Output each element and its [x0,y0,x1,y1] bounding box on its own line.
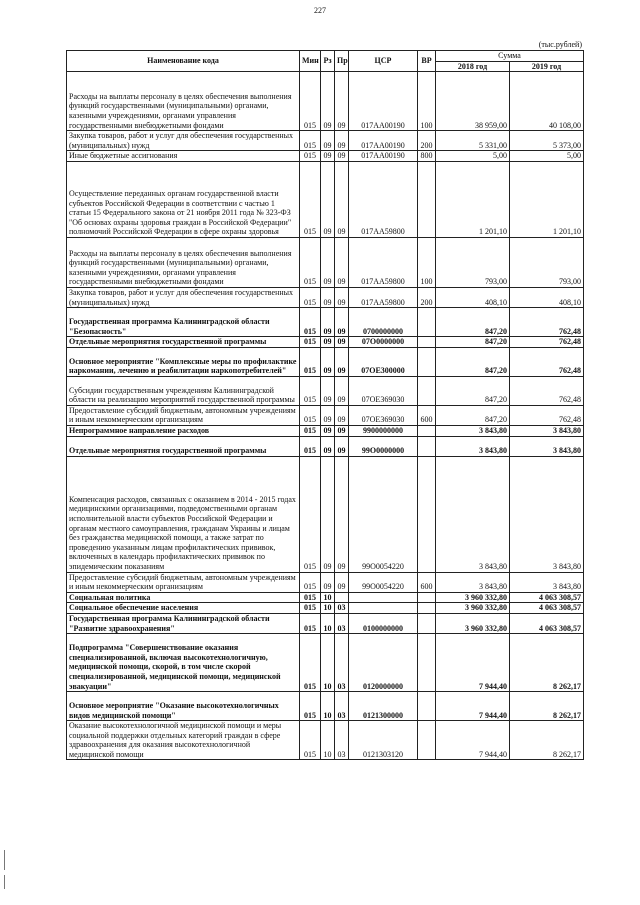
cell-min: 015 [300,308,321,337]
cell-2018: 3 843,80 [436,436,510,456]
cell-min: 015 [300,613,321,633]
table-row [67,161,584,237]
cell-2018: 847,20 [436,347,510,376]
cell-2018: 7 944,40 [436,634,510,692]
cell-2019: 762,48 [510,376,584,405]
cell-rz: 09 [321,161,335,237]
cell-vr [418,425,436,436]
cell-vr: 100 [418,72,436,131]
cell-csr: 9900000000 [349,425,418,436]
cell-rz: 09 [321,572,335,592]
cell-min: 015 [300,151,321,162]
cell-pr: 09 [335,347,349,376]
col-header-csr: ЦСР [349,51,418,72]
cell-name: Закупка товаров, работ и услуг для обеспечения государственных (муниципальных) нужд [67,131,300,151]
cell-name: Основное мероприятие "Оказание высокотехнологичных видов медицинской помощи" [67,692,300,721]
cell-2019: 793,00 [510,237,584,287]
cell-vr: 800 [418,151,436,162]
cell-name: Отдельные мероприятия государственной программы [67,436,300,456]
cell-2018: 847,20 [436,337,510,348]
table-row [67,376,584,405]
cell-vr [418,603,436,614]
cell-name: Государственная программа Калининградской области "Безопасность" [67,308,300,337]
cell-csr: 99О0000000 [349,436,418,456]
cell-2018: 847,20 [436,405,510,425]
col-header-pr: Пр [335,51,349,72]
cell-rz: 09 [321,436,335,456]
cell-pr: 09 [335,425,349,436]
table-row [67,572,584,592]
cell-min: 015 [300,376,321,405]
cell-csr: 0121303120 [349,721,418,760]
cell-rz: 10 [321,613,335,633]
cell-rz: 09 [321,287,335,307]
cell-name: Иные бюджетные ассигнования [67,151,300,162]
table-row [67,308,584,337]
cell-min: 015 [300,572,321,592]
cell-csr: 0121300000 [349,692,418,721]
cell-min: 015 [300,237,321,287]
cell-vr [418,456,436,572]
col-header-sum: Сумма [436,51,584,62]
cell-2018: 7 944,40 [436,692,510,721]
cell-csr: 07ОЕ369030 [349,376,418,405]
cell-2018: 5 331,00 [436,131,510,151]
cell-pr: 09 [335,287,349,307]
cell-vr [418,692,436,721]
cell-vr [418,613,436,633]
cell-min: 015 [300,72,321,131]
col-header-2019: 2019 год [510,61,584,72]
cell-vr [418,308,436,337]
cell-csr: 99О0054220 [349,456,418,572]
cell-vr: 600 [418,405,436,425]
cell-pr: 09 [335,308,349,337]
table-row [67,151,584,162]
cell-min: 015 [300,436,321,456]
cell-pr: 03 [335,721,349,760]
cell-name: Субсидии государственным учреждениям Калининградской области на реализацию мероприятий государственной программы [67,376,300,405]
cell-csr: 07О0000000 [349,337,418,348]
cell-name: Расходы на выплаты персоналу в целях обеспечения выполнения функций государственными (муниципальными) органами, казенными учреждениями, органами управления государственными внебюджетными фондами [67,72,300,131]
cell-pr: 03 [335,692,349,721]
table-row [67,436,584,456]
cell-2019: 1 201,10 [510,161,584,237]
cell-csr [349,603,418,614]
cell-name: Отдельные мероприятия государственной программы [67,337,300,348]
cell-min: 015 [300,161,321,237]
cell-csr: 017АА59800 [349,287,418,307]
cell-2019: 8 262,17 [510,634,584,692]
cell-vr [418,376,436,405]
cell-pr: 09 [335,337,349,348]
cell-vr [418,436,436,456]
cell-rz: 09 [321,131,335,151]
cell-min: 015 [300,287,321,307]
header-row-top [67,51,584,62]
cell-2019: 3 843,80 [510,456,584,572]
cell-rz: 10 [321,603,335,614]
cell-name: Расходы на выплаты персоналу в целях обеспечения выполнения функций государственными (муниципальными) органами, казенными учреждениями, органами управления государственными внебюджетными фондами [67,237,300,287]
cell-rz: 10 [321,721,335,760]
cell-vr [418,634,436,692]
cell-csr: 99О0054220 [349,572,418,592]
cell-csr: 017АА59800 [349,237,418,287]
cell-2019: 3 843,80 [510,572,584,592]
table-row [67,237,584,287]
table-row [67,405,584,425]
cell-name: Предоставление субсидий бюджетным, автономным учреждениям и иным некоммерческим организациям [67,572,300,592]
cell-pr: 09 [335,72,349,131]
cell-vr [418,161,436,237]
cell-min: 015 [300,405,321,425]
cell-vr: 100 [418,237,436,287]
cell-rz: 09 [321,308,335,337]
cell-2019: 3 843,80 [510,436,584,456]
table-row [67,613,584,633]
col-header-2018: 2018 год [436,61,510,72]
cell-2019: 762,48 [510,405,584,425]
cell-pr: 09 [335,572,349,592]
table-row [67,456,584,572]
cell-min: 015 [300,131,321,151]
cell-2018: 1 201,10 [436,161,510,237]
col-header-name: Наименование кода [67,51,300,72]
units-label: (тыс.рублей) [538,40,582,49]
cell-rz: 10 [321,634,335,692]
cell-csr [349,592,418,603]
cell-2018: 3 960 332,80 [436,613,510,633]
cell-name: Осуществление переданных органам государственной власти субъектов Российской Федерации в соответствии с частью 1 статьи 15 Федерального закона от 21 ноября 2011 года № 323-ФЗ "Об основах охраны здоровья граждан в Российской Федерации" полномочий Российской Федерации в сфере охраны здоровья [67,161,300,237]
cell-2019: 4 063 308,57 [510,603,584,614]
cell-rz: 09 [321,456,335,572]
cell-2019: 4 063 308,57 [510,613,584,633]
cell-min: 015 [300,634,321,692]
table-row [67,634,584,692]
page-number: 227 [314,6,326,15]
cell-2019: 762,48 [510,308,584,337]
table-row [67,425,584,436]
cell-csr: 017АА00190 [349,72,418,131]
cell-rz: 10 [321,592,335,603]
cell-rz: 09 [321,337,335,348]
cell-csr: 017АА59800 [349,161,418,237]
cell-rz: 09 [321,405,335,425]
cell-2019: 5 373,00 [510,131,584,151]
margin-mark [4,850,5,870]
cell-rz: 10 [321,692,335,721]
cell-name: Социальная политика [67,592,300,603]
cell-name: Компенсация расходов, связанных с оказанием в 2014 - 2015 годах медицинскими организациями, подведомственными органам исполнительной власти субъектов Российской Федерации и органам местного самоуправления, гражданам Украины и лицам без гражданства медицинской помощи, а также затрат по проведению указанным лицам профилактических прививок, включенных в календарь профилактических прививок по эпидемическим показаниям [67,456,300,572]
cell-csr: 07ОЕ300000 [349,347,418,376]
cell-name: Непрограммное направление расходов [67,425,300,436]
cell-min: 015 [300,347,321,376]
cell-name: Закупка товаров, работ и услуг для обеспечения государственных (муниципальных) нужд [67,287,300,307]
cell-rz: 09 [321,72,335,131]
cell-name: Государственная программа Калининградской области "Развитие здравоохранения" [67,613,300,633]
cell-rz: 09 [321,151,335,162]
cell-vr: 200 [418,287,436,307]
cell-pr: 09 [335,131,349,151]
cell-pr: 09 [335,376,349,405]
cell-vr [418,592,436,603]
table-row [67,347,584,376]
cell-pr: 09 [335,151,349,162]
cell-min: 015 [300,456,321,572]
cell-csr: 017АА00190 [349,131,418,151]
cell-pr: 09 [335,405,349,425]
cell-min: 015 [300,721,321,760]
cell-2018: 7 944,40 [436,721,510,760]
cell-2018: 38 959,00 [436,72,510,131]
cell-csr: 07ОЕ369030 [349,405,418,425]
cell-pr: 09 [335,237,349,287]
cell-rz: 09 [321,425,335,436]
cell-2019: 40 108,00 [510,72,584,131]
cell-vr [418,337,436,348]
cell-pr: 03 [335,613,349,633]
cell-csr: 0100000000 [349,613,418,633]
table-row [67,592,584,603]
cell-pr: 03 [335,603,349,614]
margin-mark [4,875,5,889]
cell-2018: 3 843,80 [436,425,510,436]
cell-2018: 408,10 [436,287,510,307]
table-row [67,131,584,151]
cell-pr [335,592,349,603]
cell-2018: 847,20 [436,308,510,337]
cell-2019: 762,48 [510,347,584,376]
cell-vr: 200 [418,131,436,151]
cell-2018: 793,00 [436,237,510,287]
cell-2018: 3 960 332,80 [436,592,510,603]
cell-csr: 0700000000 [349,308,418,337]
cell-vr [418,721,436,760]
cell-2018: 3 843,80 [436,456,510,572]
cell-pr: 09 [335,436,349,456]
cell-min: 015 [300,592,321,603]
cell-vr [418,347,436,376]
cell-vr: 600 [418,572,436,592]
cell-min: 015 [300,692,321,721]
cell-rz: 09 [321,347,335,376]
cell-min: 015 [300,425,321,436]
cell-min: 015 [300,337,321,348]
col-header-min: Мин [300,51,321,72]
cell-rz: 09 [321,376,335,405]
cell-name: Социальное обеспечение населения [67,603,300,614]
cell-2018: 847,20 [436,376,510,405]
table-body [67,72,584,760]
cell-2019: 762,48 [510,337,584,348]
cell-csr: 0120000000 [349,634,418,692]
table-row [67,72,584,131]
table-row [67,692,584,721]
col-header-vr: ВР [418,51,436,72]
cell-2019: 8 262,17 [510,692,584,721]
cell-name: Подпрограмма "Совершенствование оказания специализированной, включая высокотехнологичную, медицинской помощи, скорой, в том числе скорой специализированной, медицинской помощи, медицинской эвакуации" [67,634,300,692]
cell-2018: 3 960 332,80 [436,603,510,614]
table-row [67,337,584,348]
table-row [67,603,584,614]
cell-2019: 8 262,17 [510,721,584,760]
cell-pr: 03 [335,634,349,692]
cell-rz: 09 [321,237,335,287]
cell-name: Оказание высокотехнологичной медицинской помощи и меры социальной поддержки отдельных категорий граждан в сфере здравоохранения для оказания высокотехнологичной медицинской помощи [67,721,300,760]
cell-min: 015 [300,603,321,614]
table-row [67,721,584,760]
cell-pr: 09 [335,161,349,237]
budget-table [66,50,584,760]
table-row [67,287,584,307]
cell-name: Основное мероприятие "Комплексные меры по профилактике наркомании, лечению и реабилитации наркопотребителей" [67,347,300,376]
cell-2018: 5,00 [436,151,510,162]
cell-name: Предоставление субсидий бюджетным, автономным учреждениям и иным некоммерческим организациям [67,405,300,425]
col-header-rz: Рз [321,51,335,72]
cell-2018: 3 843,80 [436,572,510,592]
cell-2019: 3 843,80 [510,425,584,436]
cell-2019: 4 063 308,57 [510,592,584,603]
cell-2019: 408,10 [510,287,584,307]
cell-csr: 017АА00190 [349,151,418,162]
cell-2019: 5,00 [510,151,584,162]
cell-pr: 09 [335,456,349,572]
